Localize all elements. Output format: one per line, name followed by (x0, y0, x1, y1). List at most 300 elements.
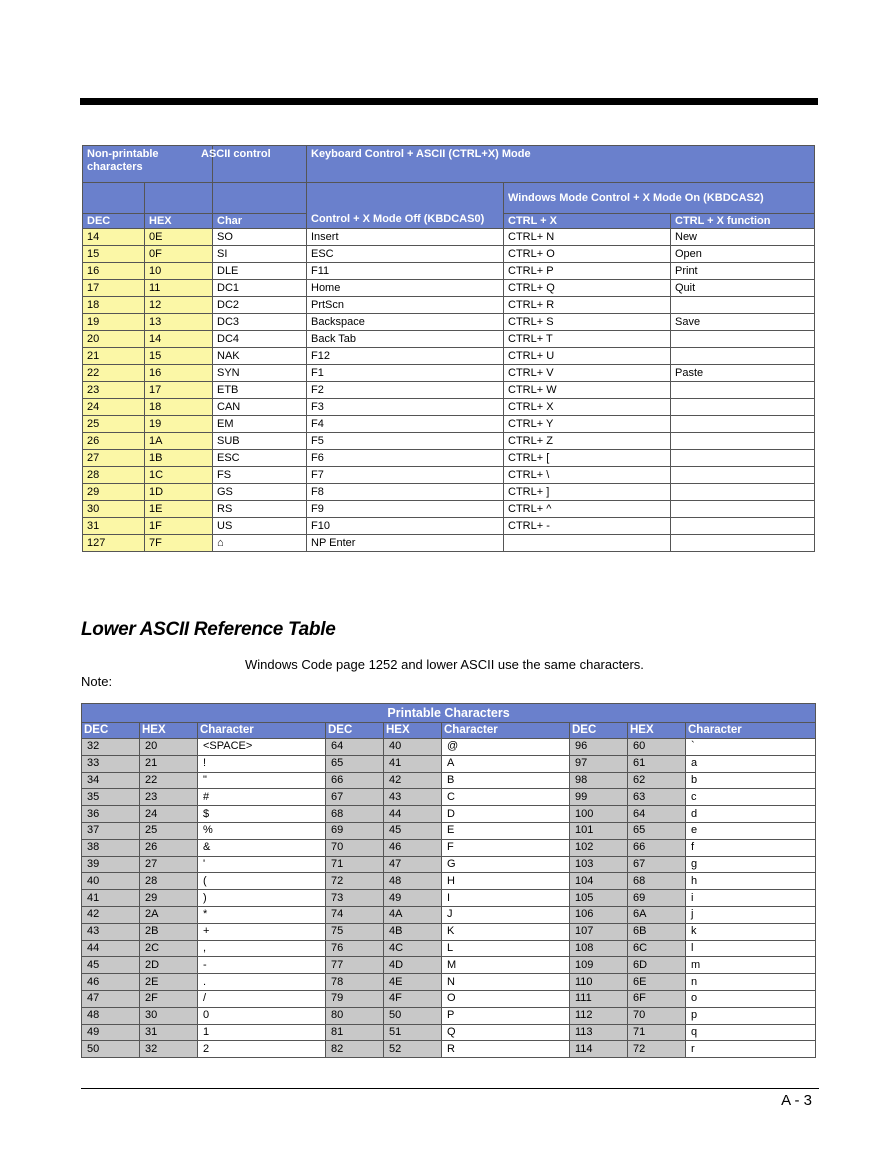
dec-cell: 47 (82, 990, 140, 1007)
hex-cell: 24 (140, 806, 198, 823)
character-cell: K (442, 923, 570, 940)
hex-cell: 2F (140, 990, 198, 1007)
hex-cell: 61 (628, 755, 686, 772)
section-title: Lower ASCII Reference Table (81, 619, 336, 640)
hex-cell: 26 (140, 839, 198, 856)
hex-cell: 63 (628, 789, 686, 806)
ctrl-x-cell: CTRL+ T (504, 331, 671, 348)
character-cell: $ (198, 806, 326, 823)
hex-cell: 45 (384, 822, 442, 839)
hex-cell: 2A (140, 906, 198, 923)
dec-cell: 109 (570, 957, 628, 974)
dec-cell: 45 (82, 957, 140, 974)
mode-off-cell: F11 (307, 263, 504, 280)
ctrl-x-cell: CTRL+ U (504, 348, 671, 365)
ctrl-x-function-cell (671, 331, 815, 348)
hex-cell: 70 (628, 1007, 686, 1024)
table-row (82, 839, 816, 856)
character-cell: , (198, 940, 326, 957)
dec-cell: 70 (326, 839, 384, 856)
col-header-character: Character (198, 723, 326, 739)
char-cell: FS (213, 467, 307, 484)
header-windows-mode: Windows Mode Control + X Mode On (KBDCAS2) (504, 183, 815, 214)
ctrl-x-function-cell: Print (671, 263, 815, 280)
hex-cell: 19 (145, 416, 213, 433)
hex-cell: 52 (384, 1041, 442, 1058)
dec-cell: 42 (82, 906, 140, 923)
dec-cell: 36 (82, 806, 140, 823)
char-cell: SUB (213, 433, 307, 450)
hex-cell: 21 (140, 755, 198, 772)
ctrl-x-function-cell (671, 450, 815, 467)
char-cell: DLE (213, 263, 307, 280)
table-row (83, 263, 815, 280)
col-header-character: Character (442, 723, 570, 739)
hex-cell: 4B (384, 923, 442, 940)
dec-cell: 32 (82, 739, 140, 756)
mode-off-cell: Backspace (307, 314, 504, 331)
table-row (82, 1007, 816, 1024)
col-header-dec: DEC (82, 723, 140, 739)
mode-off-cell: Insert (307, 229, 504, 246)
table-row (82, 822, 816, 839)
character-cell: * (198, 906, 326, 923)
table-row (82, 906, 816, 923)
dec-cell: 75 (326, 923, 384, 940)
character-cell: - (198, 957, 326, 974)
mode-off-cell: F6 (307, 450, 504, 467)
hex-cell: 1A (145, 433, 213, 450)
table-row (83, 467, 815, 484)
dec-cell: 74 (326, 906, 384, 923)
dec-cell: 71 (326, 856, 384, 873)
character-cell: j (686, 906, 816, 923)
character-cell: A (442, 755, 570, 772)
header-ascii-control (201, 146, 307, 183)
hex-cell: 48 (384, 873, 442, 890)
character-cell: % (198, 822, 326, 839)
character-cell: 0 (198, 1007, 326, 1024)
dec-cell: 16 (83, 263, 145, 280)
hex-cell: 49 (384, 890, 442, 907)
hex-cell: 4F (384, 990, 442, 1007)
table-row (82, 755, 816, 772)
character-cell: B (442, 772, 570, 789)
ctrl-x-cell (504, 535, 671, 552)
ctrl-x-function-cell (671, 467, 815, 484)
control-table-body (83, 229, 815, 552)
hex-cell: 44 (384, 806, 442, 823)
table-row (83, 518, 815, 535)
mode-off-cell: F4 (307, 416, 504, 433)
character-cell: d (686, 806, 816, 823)
table-row (82, 856, 816, 873)
hex-cell: 20 (140, 739, 198, 756)
table-row (83, 246, 815, 263)
character-cell: a (686, 755, 816, 772)
mode-off-cell: F7 (307, 467, 504, 484)
character-cell: o (686, 990, 816, 1007)
printable-characters-table (81, 703, 816, 1058)
hex-cell: 2D (140, 957, 198, 974)
dec-cell: 100 (570, 806, 628, 823)
char-cell: DC1 (213, 280, 307, 297)
hex-cell: 16 (145, 365, 213, 382)
mode-off-cell: F3 (307, 399, 504, 416)
ctrl-x-function-cell (671, 501, 815, 518)
dec-cell: 112 (570, 1007, 628, 1024)
character-cell: F (442, 839, 570, 856)
dec-cell: 113 (570, 1024, 628, 1041)
mode-off-cell: ESC (307, 246, 504, 263)
char-cell: SI (213, 246, 307, 263)
hex-cell: 4D (384, 957, 442, 974)
hex-cell: 6B (628, 923, 686, 940)
table-row (83, 450, 815, 467)
hex-cell: 2B (140, 923, 198, 940)
hex-cell: 40 (384, 739, 442, 756)
character-cell: h (686, 873, 816, 890)
dec-cell: 110 (570, 974, 628, 991)
table-row (82, 1041, 816, 1058)
character-cell: 2 (198, 1041, 326, 1058)
hex-cell: 27 (140, 856, 198, 873)
ctrl-x-cell: CTRL+ ] (504, 484, 671, 501)
character-cell: 1 (198, 1024, 326, 1041)
ctrl-x-cell: CTRL+ \ (504, 467, 671, 484)
bottom-rule (81, 1088, 819, 1089)
hex-cell: 12 (145, 297, 213, 314)
hex-cell: 69 (628, 890, 686, 907)
dec-cell: 35 (82, 789, 140, 806)
dec-cell: 23 (83, 382, 145, 399)
character-cell: r (686, 1041, 816, 1058)
ctrl-x-cell: CTRL+ - (504, 518, 671, 535)
mode-off-cell: F2 (307, 382, 504, 399)
mode-off-cell: F10 (307, 518, 504, 535)
dec-cell: 108 (570, 940, 628, 957)
dec-cell: 40 (82, 873, 140, 890)
header-characters-label: characters (87, 161, 143, 173)
hex-cell: 62 (628, 772, 686, 789)
hex-cell: 67 (628, 856, 686, 873)
dec-cell: 102 (570, 839, 628, 856)
ctrl-x-function-cell (671, 399, 815, 416)
hex-cell: 15 (145, 348, 213, 365)
char-cell: DC4 (213, 331, 307, 348)
hex-cell: 0F (145, 246, 213, 263)
table-row (83, 280, 815, 297)
hex-cell: 25 (140, 822, 198, 839)
table-row (82, 940, 816, 957)
character-cell: ` (686, 739, 816, 756)
header-nonprintable (83, 146, 213, 183)
hex-cell: 13 (145, 314, 213, 331)
ctrl-x-function-cell (671, 433, 815, 450)
char-cell: ESC (213, 450, 307, 467)
dec-cell: 22 (83, 365, 145, 382)
ctrl-x-cell: CTRL+ ^ (504, 501, 671, 518)
col-header-hex: HEX (384, 723, 442, 739)
hex-cell: 6C (628, 940, 686, 957)
character-cell: . (198, 974, 326, 991)
dec-cell: 49 (82, 1024, 140, 1041)
ctrl-x-cell: CTRL+ Z (504, 433, 671, 450)
ctrl-x-cell: CTRL+ Y (504, 416, 671, 433)
ctrl-x-function-cell (671, 518, 815, 535)
ctrl-x-cell: CTRL+ W (504, 382, 671, 399)
table-row (83, 535, 815, 552)
dec-cell: 46 (82, 974, 140, 991)
table-row (82, 806, 816, 823)
hex-cell: 1D (145, 484, 213, 501)
dec-cell: 43 (82, 923, 140, 940)
dec-cell: 96 (570, 739, 628, 756)
char-cell: US (213, 518, 307, 535)
dec-cell: 127 (83, 535, 145, 552)
mode-off-cell: Back Tab (307, 331, 504, 348)
char-cell: NAK (213, 348, 307, 365)
dec-cell: 15 (83, 246, 145, 263)
dec-cell: 81 (326, 1024, 384, 1041)
hex-cell: 1F (145, 518, 213, 535)
hex-cell: 1E (145, 501, 213, 518)
table-row (82, 789, 816, 806)
hex-cell: 64 (628, 806, 686, 823)
hex-cell: 0E (145, 229, 213, 246)
dec-cell: 29 (83, 484, 145, 501)
control-characters-table (82, 145, 815, 552)
col-header-mode-off: Control + X Mode Off (KBDCAS0) (307, 183, 504, 229)
header-blank (145, 183, 213, 214)
mode-off-cell: F1 (307, 365, 504, 382)
ctrl-x-function-cell: Save (671, 314, 815, 331)
ctrl-x-cell: CTRL+ [ (504, 450, 671, 467)
char-cell: CAN (213, 399, 307, 416)
hex-cell: 6D (628, 957, 686, 974)
character-cell: g (686, 856, 816, 873)
hex-cell: 6F (628, 990, 686, 1007)
dec-cell: 106 (570, 906, 628, 923)
ctrl-x-cell: CTRL+ S (504, 314, 671, 331)
dec-cell: 41 (82, 890, 140, 907)
character-cell: ! (198, 755, 326, 772)
ctrl-x-cell: CTRL+ P (504, 263, 671, 280)
character-cell: ' (198, 856, 326, 873)
header-blank (213, 183, 307, 214)
printable-table-body (82, 739, 816, 1058)
hex-cell: 31 (140, 1024, 198, 1041)
hex-cell: 7F (145, 535, 213, 552)
ctrl-x-function-cell: New (671, 229, 815, 246)
ctrl-x-function-cell (671, 416, 815, 433)
char-cell: SO (213, 229, 307, 246)
character-cell: & (198, 839, 326, 856)
ctrl-x-cell: CTRL+ R (504, 297, 671, 314)
top-rule (80, 98, 818, 105)
table-row (82, 772, 816, 789)
hex-cell: 18 (145, 399, 213, 416)
dec-cell: 50 (82, 1041, 140, 1058)
char-cell: ⌂ (213, 535, 307, 552)
hex-cell: 46 (384, 839, 442, 856)
character-cell: ) (198, 890, 326, 907)
ctrl-x-function-cell: Paste (671, 365, 815, 382)
table-row (83, 399, 815, 416)
dec-cell: 79 (326, 990, 384, 1007)
ctrl-x-cell: CTRL+ V (504, 365, 671, 382)
dec-cell: 76 (326, 940, 384, 957)
hex-cell: 1C (145, 467, 213, 484)
dec-cell: 30 (83, 501, 145, 518)
dec-cell: 114 (570, 1041, 628, 1058)
dec-cell: 77 (326, 957, 384, 974)
header-keyboard-mode: Keyboard Control + ASCII (CTRL+X) Mode (307, 146, 815, 183)
character-cell: f (686, 839, 816, 856)
table-row (83, 484, 815, 501)
note-text: Windows Code page 1252 and lower ASCII use the same characters. (245, 657, 644, 672)
dec-cell: 82 (326, 1041, 384, 1058)
character-cell: k (686, 923, 816, 940)
dec-cell: 24 (83, 399, 145, 416)
table-row (82, 890, 816, 907)
hex-cell: 14 (145, 331, 213, 348)
col-header-hex: HEX (628, 723, 686, 739)
dec-cell: 38 (82, 839, 140, 856)
table-row (83, 416, 815, 433)
ctrl-x-function-cell: Quit (671, 280, 815, 297)
table-row (83, 501, 815, 518)
table-row (82, 957, 816, 974)
header-ascii-control-label: ASCII control (201, 148, 271, 160)
dec-cell: 111 (570, 990, 628, 1007)
character-cell: C (442, 789, 570, 806)
dec-cell: 39 (82, 856, 140, 873)
char-cell: RS (213, 501, 307, 518)
ctrl-x-cell: CTRL+ O (504, 246, 671, 263)
character-cell: m (686, 957, 816, 974)
hex-cell: 32 (140, 1041, 198, 1058)
dec-cell: 68 (326, 806, 384, 823)
table-row (83, 382, 815, 399)
hex-cell: 72 (628, 1041, 686, 1058)
dec-cell: 14 (83, 229, 145, 246)
ctrl-x-function-cell (671, 484, 815, 501)
header-nonprintable-label: Non-printable (87, 148, 159, 160)
character-cell: + (198, 923, 326, 940)
dec-cell: 20 (83, 331, 145, 348)
hex-cell: 60 (628, 739, 686, 756)
dec-cell: 18 (83, 297, 145, 314)
dec-cell: 69 (326, 822, 384, 839)
hex-cell: 23 (140, 789, 198, 806)
hex-cell: 71 (628, 1024, 686, 1041)
dec-cell: 17 (83, 280, 145, 297)
character-cell: i (686, 890, 816, 907)
col-header-dec: DEC (570, 723, 628, 739)
col-header-dec: DEC (83, 214, 145, 229)
character-cell: G (442, 856, 570, 873)
table-row (82, 974, 816, 991)
hex-cell: 41 (384, 755, 442, 772)
mode-off-cell: F5 (307, 433, 504, 450)
character-cell: J (442, 906, 570, 923)
table-row (83, 433, 815, 450)
hex-cell: 68 (628, 873, 686, 890)
dec-cell: 101 (570, 822, 628, 839)
hex-cell: 43 (384, 789, 442, 806)
hex-cell: 11 (145, 280, 213, 297)
table-row (82, 739, 816, 756)
hex-cell: 4A (384, 906, 442, 923)
char-cell: DC2 (213, 297, 307, 314)
character-cell: l (686, 940, 816, 957)
dec-cell: 25 (83, 416, 145, 433)
table-row (82, 873, 816, 890)
hex-cell: 17 (145, 382, 213, 399)
hex-cell: 4E (384, 974, 442, 991)
dec-cell: 98 (570, 772, 628, 789)
char-cell: GS (213, 484, 307, 501)
col-header-hex: HEX (140, 723, 198, 739)
character-cell: I (442, 890, 570, 907)
character-cell: P (442, 1007, 570, 1024)
hex-cell: 1B (145, 450, 213, 467)
mode-off-cell: F12 (307, 348, 504, 365)
mode-off-cell: F8 (307, 484, 504, 501)
character-cell: n (686, 974, 816, 991)
character-cell: <SPACE> (198, 739, 326, 756)
table-row (83, 229, 815, 246)
note-label: Note: (81, 674, 113, 689)
ctrl-x-function-cell (671, 297, 815, 314)
table-row (83, 314, 815, 331)
dec-cell: 37 (82, 822, 140, 839)
character-cell: M (442, 957, 570, 974)
character-cell: b (686, 772, 816, 789)
dec-cell: 31 (83, 518, 145, 535)
dec-cell: 19 (83, 314, 145, 331)
character-cell: L (442, 940, 570, 957)
dec-cell: 27 (83, 450, 145, 467)
hex-cell: 2C (140, 940, 198, 957)
dec-cell: 97 (570, 755, 628, 772)
dec-cell: 66 (326, 772, 384, 789)
dec-cell: 33 (82, 755, 140, 772)
hex-cell: 6E (628, 974, 686, 991)
character-cell: O (442, 990, 570, 1007)
hex-cell: 66 (628, 839, 686, 856)
ctrl-x-function-cell (671, 348, 815, 365)
printable-title: Printable Characters (82, 704, 816, 723)
hex-cell: 51 (384, 1024, 442, 1041)
table-row (82, 923, 816, 940)
character-cell: D (442, 806, 570, 823)
dec-cell: 105 (570, 890, 628, 907)
ctrl-x-function-cell (671, 382, 815, 399)
character-cell: # (198, 789, 326, 806)
col-header-ctrl-x: CTRL + X (504, 214, 671, 229)
dec-cell: 73 (326, 890, 384, 907)
char-cell: ETB (213, 382, 307, 399)
character-cell: H (442, 873, 570, 890)
hex-cell: 42 (384, 772, 442, 789)
table-row (83, 331, 815, 348)
dec-cell: 107 (570, 923, 628, 940)
char-cell: SYN (213, 365, 307, 382)
hex-cell: 28 (140, 873, 198, 890)
hex-cell: 29 (140, 890, 198, 907)
